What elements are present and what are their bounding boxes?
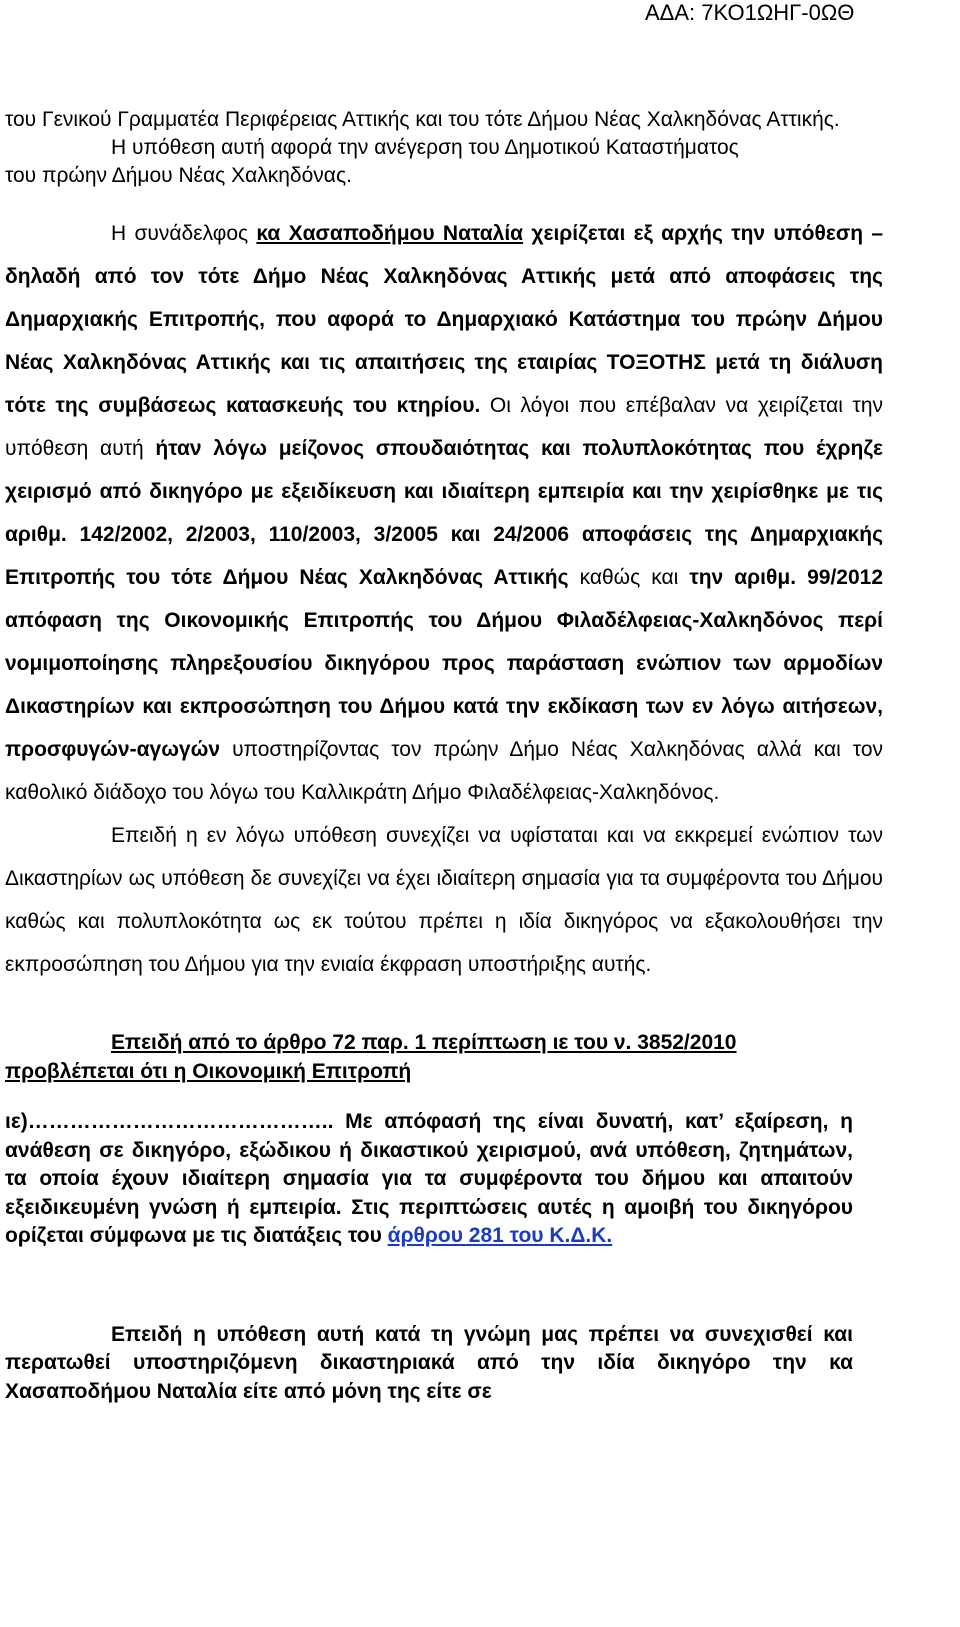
text-segment: Η συνάδελφος [111,222,257,245]
lawyer-name: κα Χασαποδήμου Ναταλία [256,222,524,245]
text-segment: καθώς και [568,566,690,589]
paragraph-case-handling [5,212,883,814]
intro-line-1: του Γενικού Γραμματέα Περιφέρειας Αττικής και του τότε Δήμου Νέας Χαλκηδόνας Αττικής. [5,108,840,131]
text-segment-bold: χειρίζεται εξ αρχής την υπόθεση –δηλαδή από τον τότε [5,222,883,288]
intro-line-2: Η υπόθεση αυτή αφορά την ανέγερση του Δημοτικού Καταστήματος [111,136,739,159]
ada-code: ΑΔΑ: 7ΚΟ1ΩΗΓ-0ΩΘ [645,0,855,25]
text-segment-bold: Δήμο Νέας Χαλκηδόνας Αττικής μετά από αποφάσεις της Δημαρχιακής Επιτροπής, που αφορά το Δημαρχιακό Κατάστημα του πρώην Δήμου Νέας Χαλκηδόνας Αττικής και τις απαιτήσεις της εταιρίας ΤΟΞΟΤΗΣ μετά τη διάλυση τότε της συμβάσεως κατασκευής του κτηρίου. [5,265,883,417]
paragraph-law-quote [5,1108,883,1251]
paragraph-conclusion: Επειδή η υπόθεση αυτή κατά τη γνώμη μας πρέπει να συνεχισθεί και περατωθεί υποστηριζόμενη δικαστηριακά από την ιδία δικηγόρο την κα Χασαποδήμου Ναταλία είτε από μόνη της είτε σε [5,1322,853,1403]
text-segment-bold: ήταν λόγω μείζονος σπουδαιότητας και πολυπλοκότητας που έχρηζε χειρισμό από δικηγόρο με εξειδίκευση και ιδιαίτερη εμπειρία και την χειρίσθηκε με τις αριθμ. 142/2002, 2/2003, 110/2003, 3/2005 και 24/2006 αποφάσεις της Δημαρχιακής Επιτροπής του τότε Δήμου Νέας Χαλκηδόνας Αττικής [5,437,883,589]
legal-basis-line-2: προβλέπεται ότι η Οικονομική Επιτροπή [5,1060,412,1083]
text-segment: υποστηρίζοντας τον πρώην Δήμο Νέας Χαλκηδόνας αλλά και τον καθολικό διάδοχο του λόγω του Καλλικράτη Δήμο Φιλαδέλφειας-Χαλκηδόνος. [5,738,883,804]
intro-line-3: του πρώην Δήμου Νέας Χαλκηδόνας. [5,164,352,187]
law-quote-text: ιε)…………………………………….. Με απόφασή της είναι δυνατή, κατ’ εξαίρεση, η ανάθεση σε δικηγόρο, εξώδικου ή δικαστικού χειρισμού, ανά υπόθεση, ζητημάτων, τα οποία έχουν ιδιαίτερη σημασία για τα συμφέροντα του δήμου και απαιτούν εξειδικευμένη γνώση ή εμπειρία. Στις περιπτώσεις αυτές η αμοιβή του δικηγόρου ορίζεται σύμφωνα με τις διατάξεις του [5,1110,853,1247]
document-body [5,106,883,1406]
article-281-link[interactable]: άρθρου 281 του Κ.Δ.Κ. [387,1224,613,1247]
text-segment-bold: την αριθμ. 99/2012 απόφαση της Οικονομικής Επιτροπής του Δήμου Φιλαδέλφειας-Χαλκηδόνος περί νομιμοποίησης πληρεξουσίου δικηγόρου προς παράσταση ενώπιον των αρμοδίων Δικαστηρίων και εκπροσώπηση του Δήμου κατά την εκδίκαση των εν λόγω αιτήσεων, προσφυγών-αγωγών [5,566,883,761]
legal-basis-line-1: Επειδή από το άρθρο 72 παρ. 1 περίπτωση ιε του ν. 3852/2010 [111,1031,737,1054]
paragraph-legal-basis [5,1028,883,1086]
paragraph-continuation: Επειδή η εν λόγω υπόθεση συνεχίζει να υφίσταται και να εκκρεμεί ενώπιον των Δικαστηρίων ως υπόθεση δε συνεχίζει να έχει ιδιαίτερη σημασία για τα συμφέροντα του Δήμου καθώς και πολυπλοκότητα ως εκ τούτου πρέπει η ιδία δικηγόρος να εξακολουθήσει την εκπροσώπηση του Δήμου για την ενιαία έκφραση υποστήριξης αυτής. [5,824,883,976]
paragraph-intro [5,106,883,190]
text-segment: Οι λόγοι που επέβαλαν να χειρίζεται την υπόθεση αυτή [5,394,884,460]
